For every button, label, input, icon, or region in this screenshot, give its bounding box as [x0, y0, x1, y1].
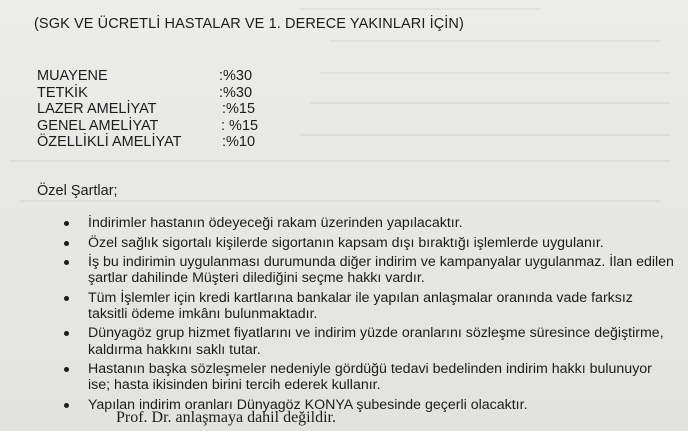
bullet-icon [64, 221, 69, 226]
condition-item [64, 235, 676, 251]
condition-item [64, 361, 676, 393]
bleed-through-mark [330, 40, 660, 42]
rate-name: GENEL AMELİYAT [37, 117, 159, 134]
rate-value: :%15 [222, 101, 256, 118]
rate-name: LAZER AMELİYAT [37, 101, 157, 118]
rate-value: :%30 [219, 68, 253, 84]
rate-value: :%30 [219, 84, 253, 101]
bullet-icon [64, 331, 69, 336]
bullet-icon [64, 296, 69, 301]
rate-name: ÖZELLİKLİ AMELİYAT [37, 134, 182, 151]
bleed-through-mark [320, 72, 670, 74]
bullet-icon [64, 260, 69, 265]
bullet-icon [64, 241, 69, 246]
rate-name: MUAYENE [37, 68, 108, 84]
condition-text: Özel sağlık sigortalı kişilerde sigortanın kapsam dışı bıraktığı işlemlerde uygulanır. [88, 234, 604, 251]
condition-text: İş bu indirimin uygulanması durumunda diğer indirim ve kampanyalar uygulanmaz. İlan edilen şartlar dahilinde Müşteri dilediğini seçme hakkı vardır. [88, 254, 674, 287]
condition-text: İndirimler hastanın ödeyeceği rakam üzerinden yapılacaktır. [88, 215, 463, 231]
condition-text: Tüm İşlemler için kredi kartlarına bankalar ile yapılan anlaşmalar oranında vade farksız taksitli ödeme imkânı bulunmaktadır. [88, 289, 633, 322]
bleed-through-mark [310, 102, 670, 104]
rate-value: : %15 [221, 117, 259, 134]
condition-item [64, 325, 676, 357]
bleed-through-mark [10, 160, 670, 162]
bullet-icon [64, 367, 69, 372]
rate-value: :%10 [222, 134, 256, 151]
rate-name: TETKİK [37, 84, 88, 101]
bleed-through-mark [20, 200, 660, 202]
condition-item [64, 254, 676, 286]
footnote: Prof. Dr. anlaşmaya dahil değildir. [116, 409, 336, 426]
condition-text: Hastanın başka sözleşmeler nedeniyle gördüğü tedavi bedelinden indirim hakkı bulunuyor ise; hasta ikisinden birini tercih ederek kullanır. [88, 361, 652, 394]
bleed-through-mark [300, 8, 540, 10]
conditions-title: Özel Şartlar; [37, 183, 118, 199]
bullet-icon [64, 403, 69, 408]
conditions-list [64, 215, 676, 416]
condition-item [64, 215, 676, 231]
bleed-through-mark [300, 134, 670, 136]
document-heading: (SGK VE ÜCRETLİ HASTALAR VE 1. DERECE YAKINLARI İÇİN) [34, 16, 464, 32]
condition-item [64, 290, 676, 322]
condition-text: Dünyagöz grup hizmet fiyatlarını ve indirim yüzde oranlarını sözleşme süresince değiştirme, kaldırma hakkını saklı tutar. [88, 325, 664, 358]
condition-text: Yapılan indirim oranları Dünyagöz KONYA şubesinde geçerli olacaktır. [88, 396, 528, 413]
